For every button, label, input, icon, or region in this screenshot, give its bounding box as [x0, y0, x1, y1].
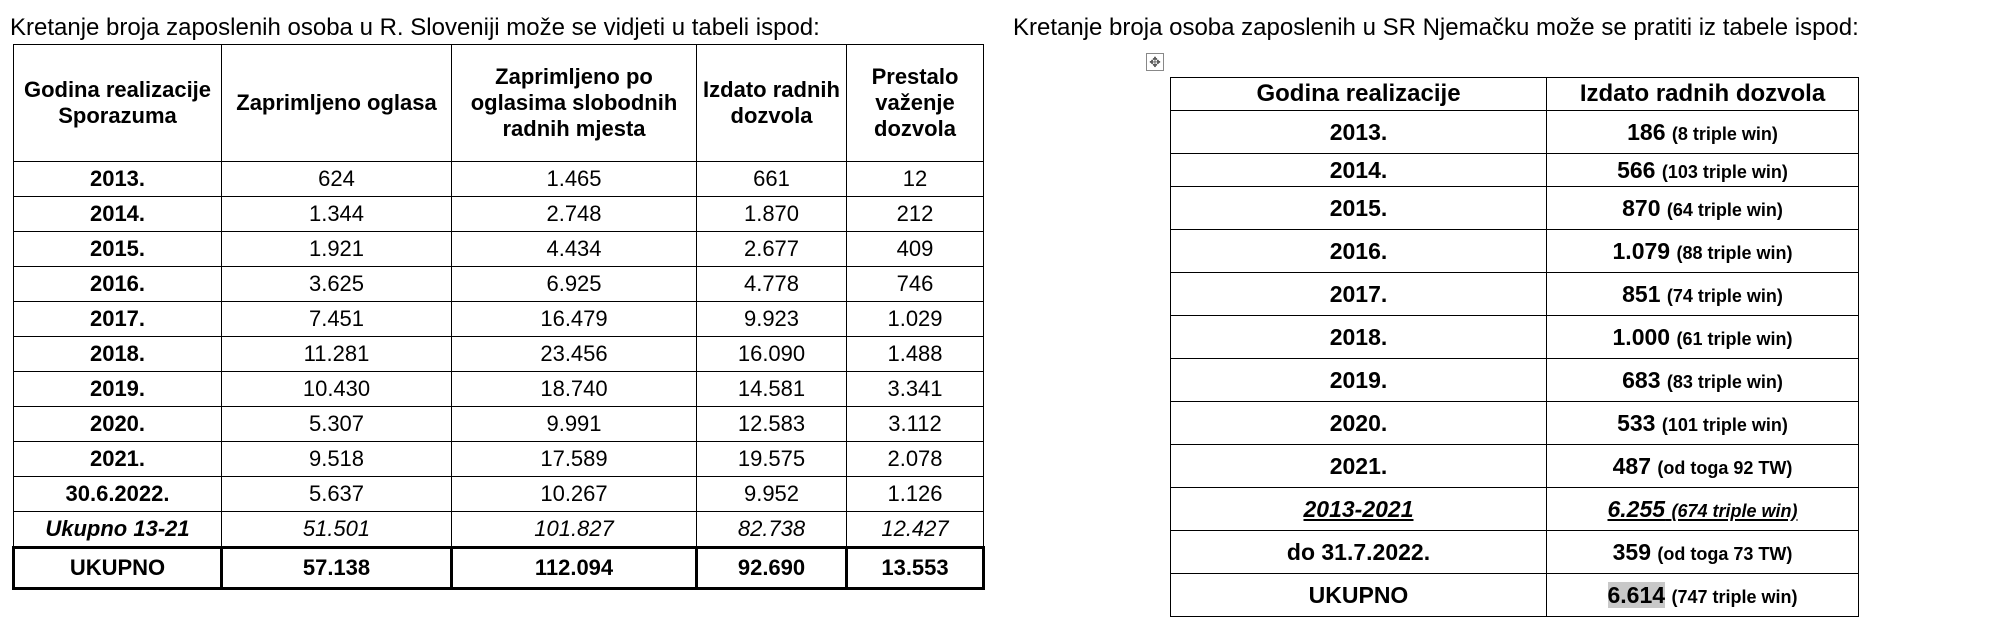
germany-permits-table — [1170, 77, 1859, 617]
triple-win-note: (83 triple win) — [1666, 371, 1783, 392]
cell-expired: 12 — [847, 162, 984, 197]
cell-applications: 10.267 — [452, 477, 697, 512]
cell-ads: 5.637 — [222, 477, 452, 512]
table-row — [1171, 154, 1859, 187]
cell-year: 2021. — [1171, 445, 1547, 488]
permit-count: 870 — [1622, 194, 1661, 221]
header-year: Godina realizacije Sporazuma — [14, 45, 222, 162]
triple-win-note: (101 triple win) — [1661, 414, 1788, 435]
cell-year: 2016. — [14, 267, 222, 302]
cell-year: 2021. — [14, 442, 222, 477]
table-row — [1171, 230, 1859, 273]
cell-expired: 409 — [847, 232, 984, 267]
cell-applications: 2.748 — [452, 197, 697, 232]
cell-year: 30.6.2022. — [14, 477, 222, 512]
permit-count: 186 — [1627, 118, 1666, 145]
triple-win-note: (103 triple win) — [1661, 161, 1788, 182]
cell-permits — [1547, 316, 1859, 359]
cell-permits — [1547, 445, 1859, 488]
permit-count: 6.614 — [1607, 581, 1666, 608]
table-header-row — [14, 45, 984, 162]
cell-permits: 16.090 — [697, 337, 847, 372]
table-header-row — [1171, 78, 1859, 111]
slovenia-table-caption: Kretanje broja zaposlenih osoba u R. Sloveniji može se vidjeti u tabeli ispod: — [10, 14, 820, 41]
permit-count: 359 — [1612, 538, 1651, 565]
cell-permits: 19.575 — [697, 442, 847, 477]
cell-year: do 31.7.2022. — [1171, 531, 1547, 574]
header-ads-received: Zaprimljeno oglasa — [222, 45, 452, 162]
cell-expired: 3.112 — [847, 407, 984, 442]
cell-expired: 1.029 — [847, 302, 984, 337]
cell-permits — [1547, 531, 1859, 574]
table-row — [1171, 187, 1859, 230]
cell-permits: 9.952 — [697, 477, 847, 512]
cell-expired: 12.427 — [847, 512, 984, 548]
slovenia-permits-table — [12, 44, 985, 590]
cell-year: 2013-2021 — [1171, 488, 1547, 531]
cell-applications: 17.589 — [452, 442, 697, 477]
table-row — [14, 477, 984, 512]
header-permits-expired: Prestalo važenje dozvola — [847, 45, 984, 162]
cell-permits — [1547, 230, 1859, 273]
cell-year: UKUPNO — [1171, 574, 1547, 617]
cell-permits — [1547, 111, 1859, 154]
cell-ads: 5.307 — [222, 407, 452, 442]
table-row — [14, 372, 984, 407]
cell-ads: 7.451 — [222, 302, 452, 337]
cell-permits: 82.738 — [697, 512, 847, 548]
table-row — [14, 407, 984, 442]
cell-expired: 2.078 — [847, 442, 984, 477]
cell-expired: 212 — [847, 197, 984, 232]
cell-year: 2016. — [1171, 230, 1547, 273]
cell-expired: 746 — [847, 267, 984, 302]
cell-year: 2017. — [14, 302, 222, 337]
table-row — [1171, 316, 1859, 359]
triple-win-note: (od toga 92 TW) — [1657, 457, 1793, 478]
cell-applications: 16.479 — [452, 302, 697, 337]
header-applications-received: Zaprimljeno po oglasima slobodnih radnih mjesta — [452, 45, 697, 162]
cell-permits — [1547, 154, 1859, 187]
cell-year: 2015. — [1171, 187, 1547, 230]
cell-year: 2014. — [14, 197, 222, 232]
cell-ads: 1.921 — [222, 232, 452, 267]
permit-count: 6.255 — [1607, 495, 1666, 522]
table-row — [14, 337, 984, 372]
move-handle-icon[interactable]: ✥ — [1146, 53, 1164, 71]
permit-count: 1.079 — [1612, 237, 1671, 264]
triple-win-note: (747 triple win) — [1671, 586, 1798, 607]
cell-ads: 9.518 — [222, 442, 452, 477]
cell-applications: 23.456 — [452, 337, 697, 372]
cell-applications: 101.827 — [452, 512, 697, 548]
cell-permits — [1547, 273, 1859, 316]
cell-year: 2017. — [1171, 273, 1547, 316]
total-row — [14, 548, 984, 589]
cell-year: 2013. — [14, 162, 222, 197]
cell-year: 2019. — [14, 372, 222, 407]
cell-permits: 661 — [697, 162, 847, 197]
permit-count: 851 — [1622, 280, 1661, 307]
cell-year: Ukupno 13-21 — [14, 512, 222, 548]
cell-applications: 4.434 — [452, 232, 697, 267]
cell-ads: 11.281 — [222, 337, 452, 372]
subtotal-row — [14, 512, 984, 548]
cell-year: 2020. — [1171, 402, 1547, 445]
cell-ads: 3.625 — [222, 267, 452, 302]
permit-count: 683 — [1622, 366, 1661, 393]
cell-permits: 12.583 — [697, 407, 847, 442]
cell-permits: 92.690 — [697, 548, 847, 589]
cell-expired: 13.553 — [847, 548, 984, 589]
header-permits-issued: Izdato radnih dozvola — [1547, 78, 1859, 111]
table-row — [1171, 359, 1859, 402]
permit-count: 533 — [1617, 409, 1656, 436]
cell-expired: 1.488 — [847, 337, 984, 372]
cell-permits: 2.677 — [697, 232, 847, 267]
cell-permits — [1547, 359, 1859, 402]
cell-permits — [1547, 574, 1859, 617]
triple-win-note: (674 triple win) — [1671, 500, 1798, 521]
triple-win-note: (88 triple win) — [1676, 242, 1793, 263]
table-row — [14, 232, 984, 267]
table-row — [14, 197, 984, 232]
triple-win-note: (64 triple win) — [1666, 199, 1783, 220]
table-row — [1171, 402, 1859, 445]
table-row — [14, 267, 984, 302]
cell-year: 2020. — [14, 407, 222, 442]
triple-win-note: (od toga 73 TW) — [1657, 543, 1793, 564]
header-year: Godina realizacije — [1171, 78, 1547, 111]
subtotal-row — [1171, 488, 1859, 531]
permit-count: 566 — [1617, 156, 1656, 183]
cell-ads: 10.430 — [222, 372, 452, 407]
cell-permits: 1.870 — [697, 197, 847, 232]
cell-year: 2013. — [1171, 111, 1547, 154]
header-permits-issued: Izdato radnih dozvola — [697, 45, 847, 162]
cell-year: 2018. — [14, 337, 222, 372]
permit-count: 487 — [1612, 452, 1651, 479]
total-row — [1171, 574, 1859, 617]
cell-expired: 1.126 — [847, 477, 984, 512]
cell-applications: 18.740 — [452, 372, 697, 407]
table-row — [1171, 531, 1859, 574]
table-row — [14, 162, 984, 197]
cell-permits: 14.581 — [697, 372, 847, 407]
cell-year: 2015. — [14, 232, 222, 267]
table-row — [1171, 111, 1859, 154]
cell-ads: 57.138 — [222, 548, 452, 589]
table-row — [1171, 445, 1859, 488]
germany-table-caption: Kretanje broja osoba zaposlenih u SR Njemačku može se pratiti iz tabele ispod: — [1013, 14, 1859, 41]
triple-win-note: (61 triple win) — [1676, 328, 1793, 349]
cell-permits: 4.778 — [697, 267, 847, 302]
cell-permits — [1547, 488, 1859, 531]
cell-ads: 51.501 — [222, 512, 452, 548]
cell-applications: 9.991 — [452, 407, 697, 442]
triple-win-note: (74 triple win) — [1666, 285, 1783, 306]
cell-applications: 1.465 — [452, 162, 697, 197]
permit-count: 1.000 — [1612, 323, 1671, 350]
cell-permits — [1547, 187, 1859, 230]
triple-win-note: (8 triple win) — [1671, 123, 1778, 144]
table-row — [14, 442, 984, 477]
cell-permits: 9.923 — [697, 302, 847, 337]
cell-applications: 112.094 — [452, 548, 697, 589]
cell-year: UKUPNO — [14, 548, 222, 589]
cell-year: 2014. — [1171, 154, 1547, 187]
cell-year: 2019. — [1171, 359, 1547, 402]
cell-ads: 624 — [222, 162, 452, 197]
cell-permits — [1547, 402, 1859, 445]
cell-year: 2018. — [1171, 316, 1547, 359]
table-row — [1171, 273, 1859, 316]
cell-applications: 6.925 — [452, 267, 697, 302]
cell-expired: 3.341 — [847, 372, 984, 407]
table-row — [14, 302, 984, 337]
cell-ads: 1.344 — [222, 197, 452, 232]
